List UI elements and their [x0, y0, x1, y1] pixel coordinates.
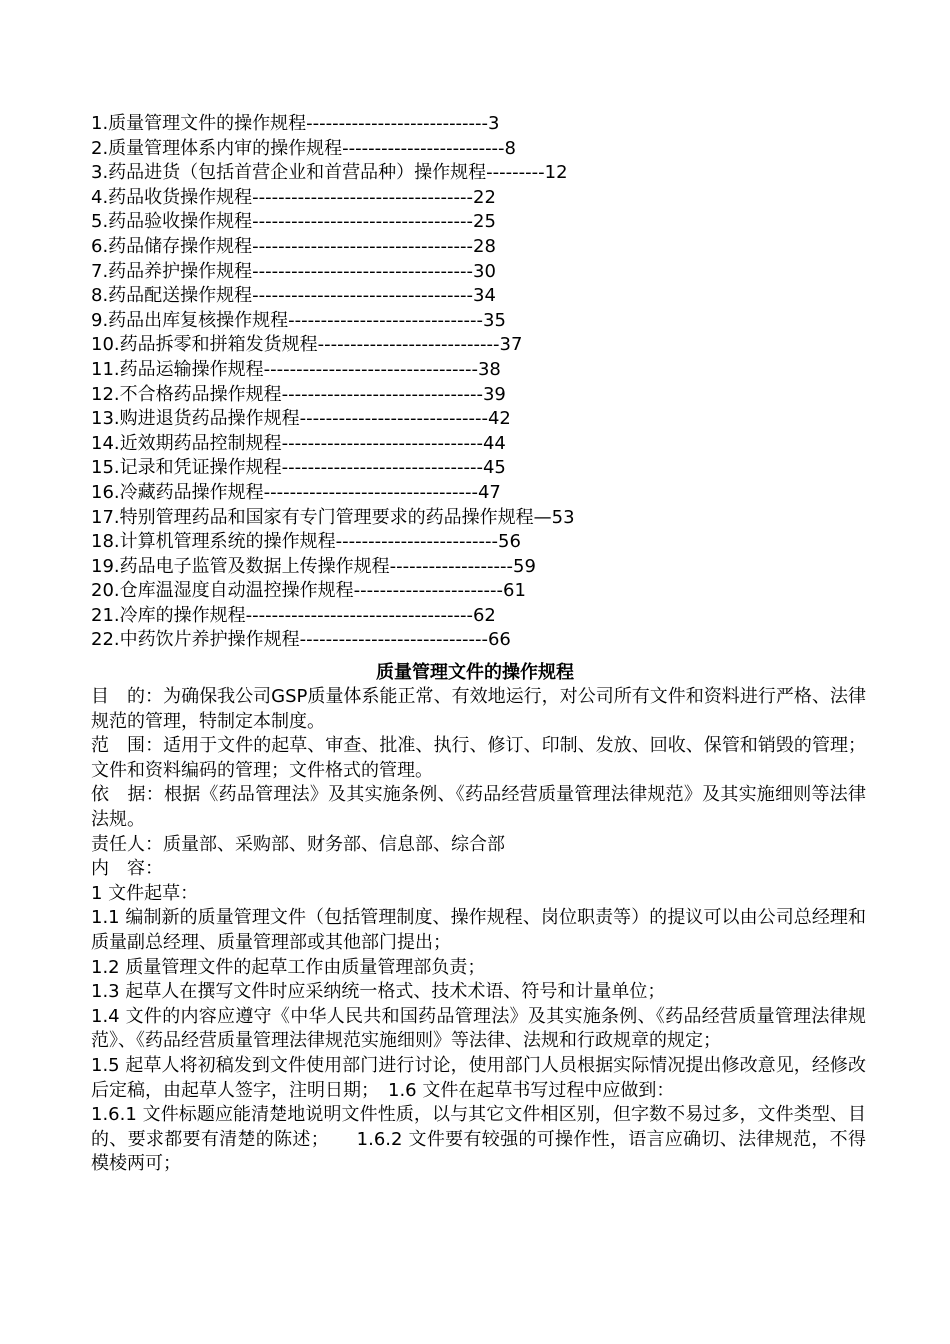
toc-entry[interactable]: 10.药品拆零和拼箱发货规程----------------------------37 — [91, 334, 523, 356]
toc-entry[interactable]: 15.记录和凭证操作规程-------------------------------45 — [91, 457, 506, 479]
body-paragraph: 1.1 编制新的质量管理文件（包括管理制度、操作规程、岗位职责等）的提议可以由公司总经理和质量副总经理、质量管理部或其他部门提出； — [91, 907, 866, 953]
toc-entry[interactable]: 3.药品进货（包括首营企业和首营品种）操作规程---------12 — [91, 162, 568, 184]
document-title: 质量管理文件的操作规程 — [376, 662, 574, 683]
toc-entry[interactable]: 22.中药饮片养护操作规程-----------------------------66 — [91, 629, 511, 651]
toc-entry[interactable]: 7.药品养护操作规程----------------------------------30 — [91, 260, 496, 282]
body-paragraph: 责任人：质量部、采购部、财务部、信息部、综合部 — [91, 833, 505, 855]
toc-entry[interactable]: 5.药品验收操作规程----------------------------------25 — [91, 211, 496, 233]
body-paragraph: 1.2 质量管理文件的起草工作由质量管理部负责； — [91, 956, 486, 978]
toc-entry[interactable]: 2.质量管理体系内审的操作规程-------------------------8 — [91, 137, 517, 159]
body-paragraph: 依 据：根据《药品管理法》及其实施条例、《药品经营质量管理法律规范》及其实施细则等法律法规。 — [91, 784, 866, 830]
toc-entry[interactable]: 4.药品收货操作规程----------------------------------22 — [91, 186, 496, 208]
toc-entry[interactable]: 21.冷库的操作规程-----------------------------------62 — [91, 604, 496, 626]
toc-entry[interactable]: 12.不合格药品操作规程-------------------------------39 — [91, 383, 506, 405]
toc-entry[interactable]: 16.冷藏药品操作规程---------------------------------47 — [91, 481, 501, 503]
toc-entry[interactable]: 17.特别管理药品和国家有专门管理要求的药品操作规程—53 — [91, 506, 575, 528]
body-paragraph: 1 文件起草： — [91, 882, 199, 904]
table-of-contents — [91, 112, 871, 653]
toc-entry[interactable]: 19.药品电子监管及数据上传操作规程-------------------59 — [91, 555, 536, 577]
toc-entry[interactable]: 14.近效期药品控制规程-------------------------------44 — [91, 432, 506, 454]
toc-entry[interactable]: 18.计算机管理系统的操作规程-------------------------56 — [91, 531, 521, 553]
body-paragraph: 1.3 起草人在撰写文件时应采纳统一格式、技术术语、符号和计量单位； — [91, 981, 666, 1003]
toc-entry[interactable]: 11.药品运输操作规程---------------------------------38 — [91, 358, 501, 380]
body-paragraph: 1.4 文件的内容应遵守《中华人民共和国药品管理法》及其实施条例、《药品经营质量管理法律规范》、《药品经营质量管理法律规范实施细则》等法律、法规和行政规章的规定； — [91, 1005, 866, 1052]
body-paragraph: 内 容： — [91, 858, 163, 880]
body-paragraph: 1.5 起草人将初稿发到文件使用部门进行讨论，使用部门人员根据实际情况提出修改意见，经修改后定稿，由起草人签字，注明日期； 1.6 文件在起草书写过程中应做到： — [91, 1054, 866, 1101]
toc-entry[interactable]: 8.药品配送操作规程----------------------------------34 — [91, 285, 496, 307]
document-body — [91, 685, 866, 1177]
toc-entry[interactable]: 20.仓库温湿度自动温控操作规程-----------------------61 — [91, 580, 526, 602]
toc-entry[interactable]: 13.购进退货药品操作规程-----------------------------42 — [91, 408, 511, 430]
toc-entry[interactable]: 9.药品出库复核操作规程------------------------------35 — [91, 309, 506, 331]
toc-entry[interactable]: 6.药品储存操作规程----------------------------------28 — [91, 235, 496, 257]
toc-entry[interactable]: 1.质量管理文件的操作规程----------------------------3 — [91, 113, 500, 134]
body-paragraph: 1.6.1 文件标题应能清楚地说明文件性质，以与其它文件相区别，但字数不易过多，文件类型、目的、要求都要有清楚的陈述； 1.6.2 文件要有较强的可操作性，语言应确切、法律规范，不得模棱两可； — [91, 1104, 866, 1175]
body-paragraph: 目 的：为确保我公司GSP质量体系能正常、有效地运行，对公司所有文件和资料进行严格、法律规范的管理，特制定本制度。 — [91, 686, 866, 732]
body-paragraph: 范 围：适用于文件的起草、审查、批准、执行、修订、印制、发放、回收、保管和销毁的管理；文件和资料编码的管理；文件格式的管理。 — [91, 735, 866, 781]
